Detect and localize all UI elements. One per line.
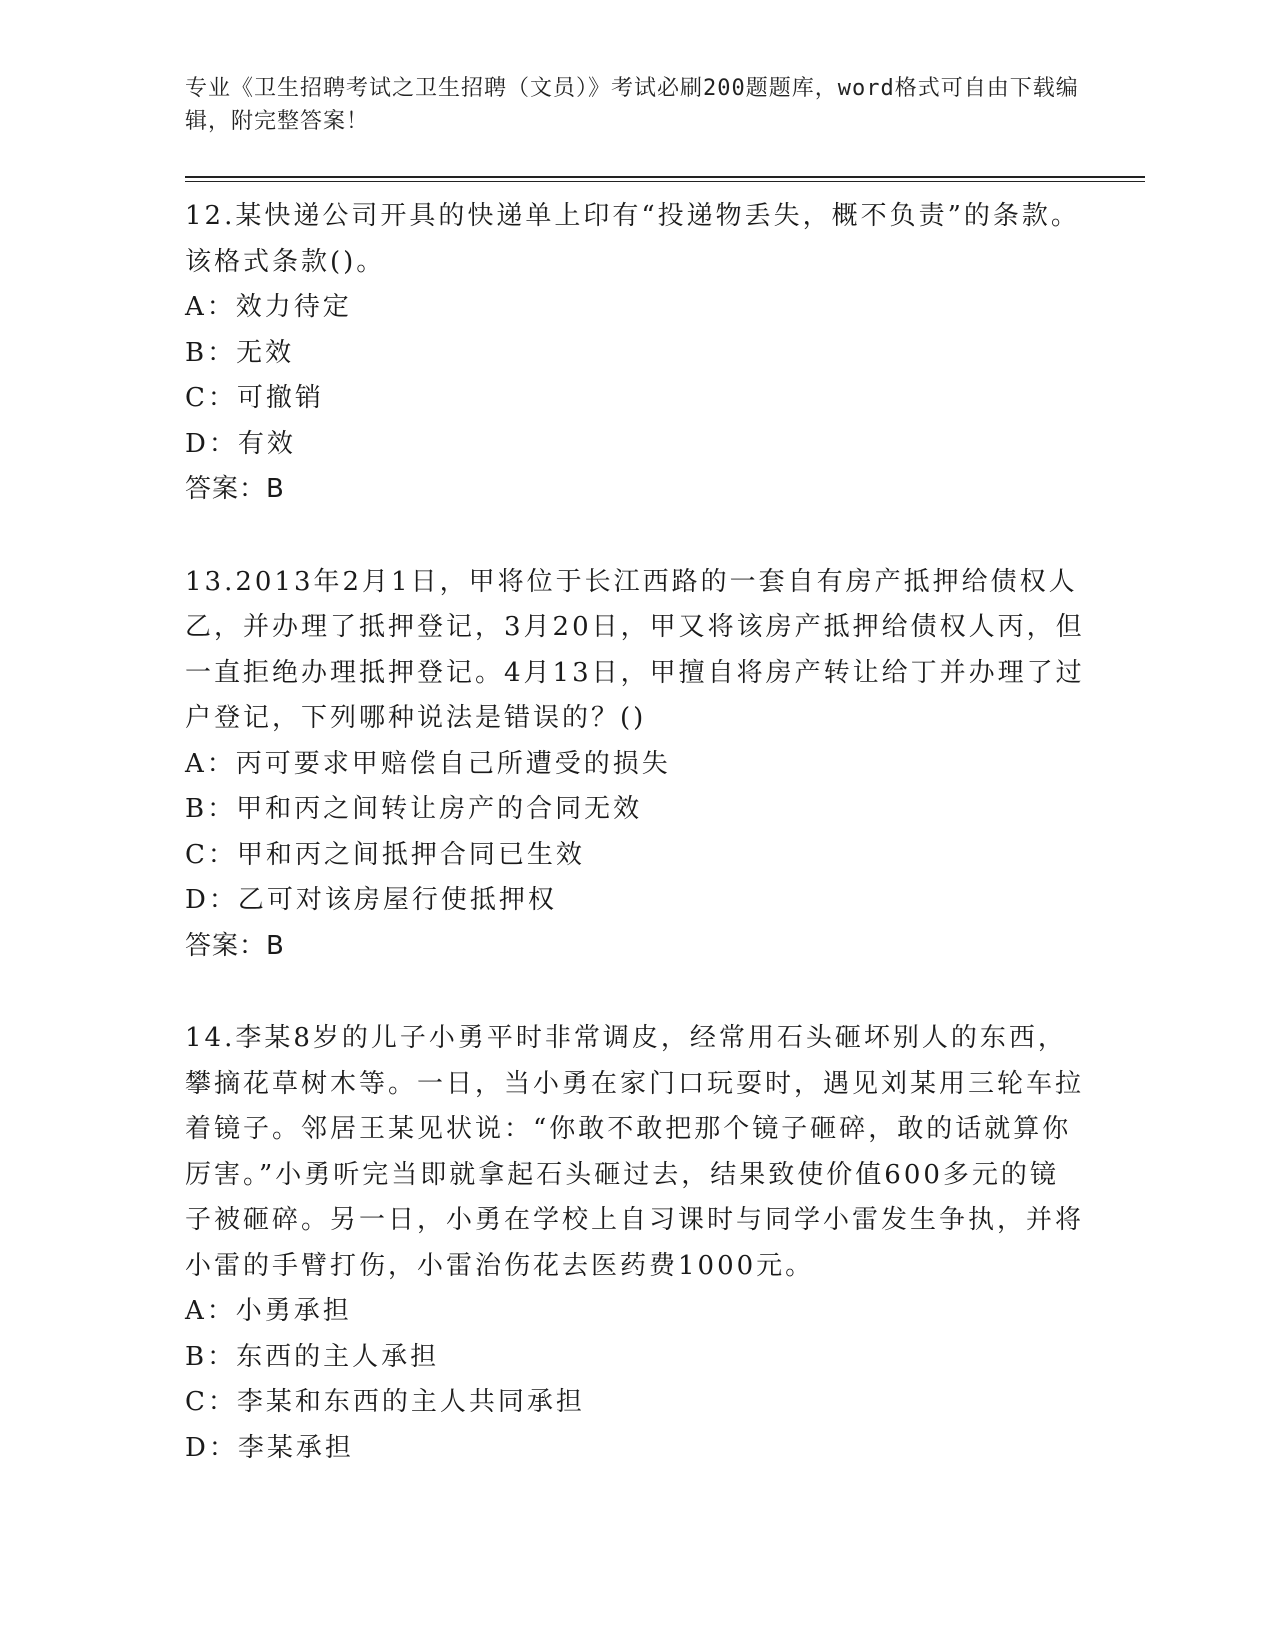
- option-b: B：东西的主人承担: [185, 1341, 440, 1372]
- option-a: A：小勇承担: [185, 1296, 352, 1326]
- question-stem: 14.李某8岁的儿子小勇平时非常调皮，经常用石头砸坏别人的东西，攀摘花草树木等。一日，当小勇在家门口玩耍时，遇见刘某用三轮车拉着镜子。邻居王某见状说：“你敢不敢把那个镜子砸碎，敢的话就算你厉害。”小勇听完当即就拿起石头砸过去，结果致使价值600多元的镜子被砸碎。另一日，小勇在学校上自习课时与同学小雷发生争执，并将小雷的手臂打伤，小雷治伤花去医药费1000元。: [185, 1023, 1085, 1281]
- question-14: [185, 1012, 1085, 1471]
- question-stem: 12.某快递公司开具的快递单上印有“投递物丢失，概不负责”的条款。该格式条款()。: [185, 201, 1080, 277]
- document-header: 专业《卫生招聘考试之卫生招聘（文员）》考试必刷200题题库，word格式可自由下载编辑，附完整答案！: [185, 76, 1079, 134]
- answer-label: 答案：B: [185, 474, 285, 504]
- header-divider-thick: [185, 176, 1145, 178]
- question-stem: 13.2013年2月1日，甲将位于长江西路的一套自有房产抵押给债权人乙，并办理了抵押登记，3月20日，甲又将该房产抵押给债权人丙，但一直拒绝办理抵押登记。4月13日，甲擅自将房产转让给丁并办理了过户登记，下列哪种说法是错误的？(): [185, 566, 1085, 733]
- question-13: [185, 556, 1085, 970]
- option-c: C：甲和丙之间抵押合同已生效: [185, 839, 585, 870]
- option-a: A：效力待定: [185, 292, 352, 322]
- option-c: C：可撤销: [185, 383, 324, 413]
- option-d: D：李某承担: [185, 1432, 354, 1463]
- option-b: B：甲和丙之间转让房产的合同无效: [185, 794, 643, 824]
- question-list: [185, 190, 1085, 1514]
- option-d: D：乙可对该房屋行使抵押权: [185, 885, 557, 915]
- option-c: C：李某和东西的主人共同承担: [185, 1387, 585, 1417]
- option-a: A：丙可要求甲赔偿自己所遭受的损失: [185, 748, 671, 779]
- option-d: D：有效: [185, 428, 296, 459]
- answer-label: 答案：B: [185, 930, 285, 961]
- option-b: B：无效: [185, 337, 295, 368]
- header-divider-thin: [185, 181, 1145, 182]
- question-12: [185, 190, 1085, 513]
